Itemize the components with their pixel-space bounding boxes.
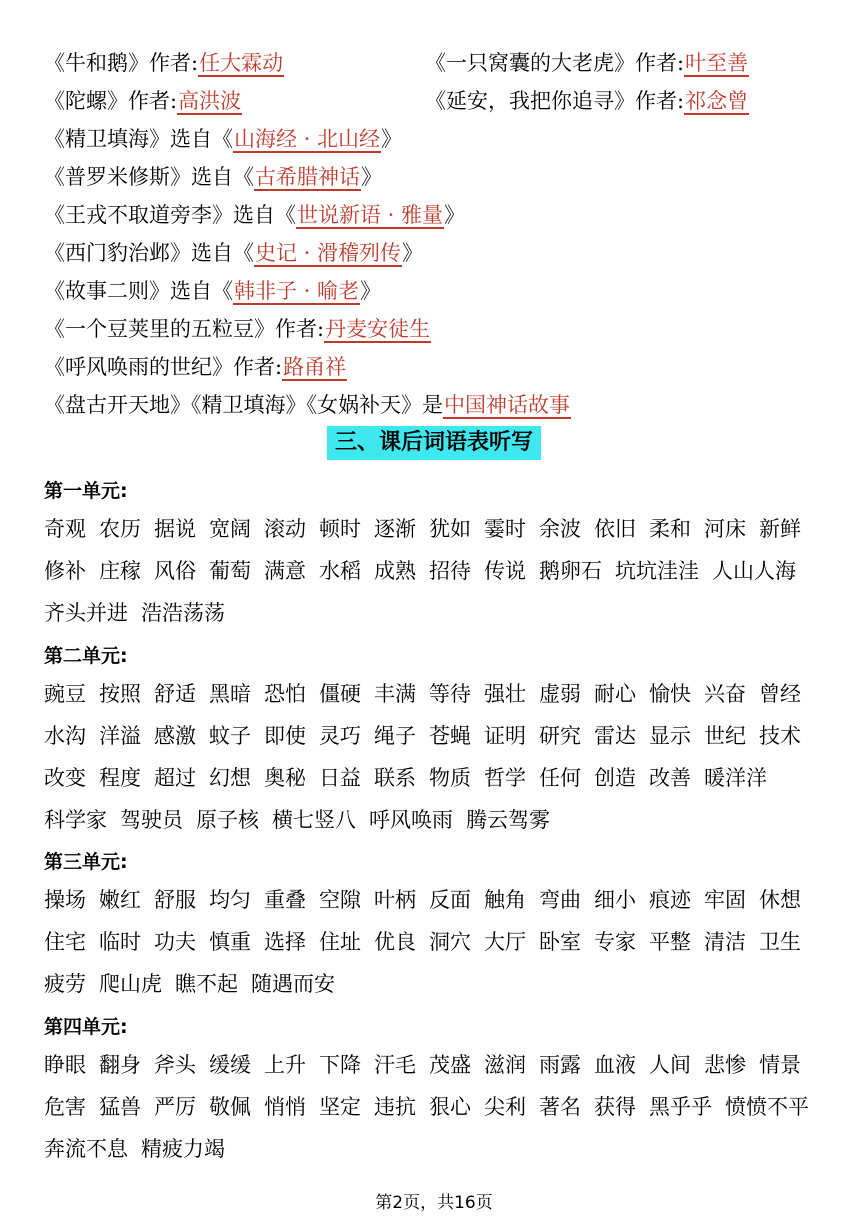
vocab-word: 猛兽 (99, 1095, 141, 1119)
vocab-word: 世纪 (704, 724, 746, 748)
vocab-word: 按照 (99, 682, 141, 706)
vocab-word: 研究 (539, 724, 581, 748)
word-list (44, 879, 834, 1005)
vocab-word: 改变 (44, 766, 86, 790)
page-number: 第2页，共16页 (375, 1193, 493, 1213)
vocab-word: 大厅 (484, 930, 526, 954)
vocab-word: 证明 (484, 724, 526, 748)
vocab-word: 传说 (484, 559, 526, 583)
vocab-word: 绳子 (374, 724, 416, 748)
vocab-word: 睁眼 (44, 1053, 86, 1077)
word-list (44, 1044, 834, 1170)
vocab-word: 豌豆 (44, 682, 86, 706)
vocab-word: 洋溢 (99, 724, 141, 748)
answer-text: 路甬祥 (283, 355, 347, 379)
vocab-word: 人山人海 (712, 559, 796, 583)
vocab-word: 情景 (759, 1053, 801, 1077)
vocab-word: 哲学 (484, 766, 526, 790)
vocab-word: 强壮 (484, 682, 526, 706)
vocab-word: 疲劳 (44, 972, 86, 996)
vocab-word: 牢固 (704, 888, 746, 912)
vocab-word: 黑暗 (209, 682, 251, 706)
vocab-word: 违抗 (374, 1095, 416, 1119)
answer-text: 史记 · 滑稽列传 (255, 241, 402, 265)
word-list (44, 673, 834, 841)
answer-text: 古希腊神话 (255, 165, 360, 189)
vocab-word: 修补 (44, 559, 86, 583)
vocab-word: 悲惨 (704, 1053, 746, 1077)
vocab-word: 僵硬 (319, 682, 361, 706)
vocab-word: 耐心 (594, 682, 636, 706)
vocab-word: 水稻 (319, 559, 361, 583)
vocab-word: 精疲力竭 (141, 1137, 225, 1161)
vocab-word: 犹如 (429, 517, 471, 541)
vocab-word: 宽阔 (209, 517, 251, 541)
vocab-word: 重叠 (264, 888, 306, 912)
vocab-word: 霎时 (484, 517, 526, 541)
vocab-word: 功夫 (154, 930, 196, 954)
answer-text: 山海经 · 北山经 (234, 127, 381, 151)
vocab-word: 葡萄 (209, 559, 251, 583)
vocab-word: 齐头并进 (44, 601, 128, 625)
vocab-word: 苍蝇 (429, 724, 471, 748)
unit-title: 第三单元: (44, 851, 128, 873)
vocab-word: 物质 (429, 766, 471, 790)
vocab-word: 操场 (44, 888, 86, 912)
vocab-word: 平整 (649, 930, 691, 954)
vocab-word: 呼风唤雨 (369, 808, 453, 832)
unit-title: 第一单元: (44, 480, 128, 502)
category-line: 《盘古开天地》《精卫填海》《女娲补天》是中国神话故事 (44, 393, 570, 417)
vocab-word: 科学家 (44, 808, 107, 832)
vocab-word: 痕迹 (649, 888, 691, 912)
vocab-word: 逐渐 (374, 517, 416, 541)
vocab-word: 空隙 (319, 888, 361, 912)
vocab-word: 等待 (429, 682, 471, 706)
vocab-word: 随遇而安 (251, 972, 335, 996)
vocab-word: 蚊子 (209, 724, 251, 748)
vocab-word: 河床 (704, 517, 746, 541)
vocab-word: 丰满 (374, 682, 416, 706)
vocab-word: 超过 (154, 766, 196, 790)
answer-text: 祁念曾 (685, 89, 749, 113)
unit-title: 第四单元: (44, 1016, 128, 1038)
author-line: 《陀螺》作者:高洪波 (44, 89, 242, 113)
vocab-word: 舒适 (154, 682, 196, 706)
vocab-word: 日益 (319, 766, 361, 790)
vocab-word: 狠心 (429, 1095, 471, 1119)
vocab-word: 浩浩荡荡 (141, 601, 225, 625)
vocab-word: 洞穴 (429, 930, 471, 954)
vocab-word: 新鲜 (759, 517, 801, 541)
vocab-word: 成熟 (374, 559, 416, 583)
vocab-word: 风俗 (154, 559, 196, 583)
vocab-word: 舒服 (154, 888, 196, 912)
source-line: 《王戎不取道旁李》选自《世说新语 · 雅量》 (44, 203, 466, 227)
answer-text: 世说新语 · 雅量 (297, 203, 444, 227)
vocab-word: 住址 (319, 930, 361, 954)
vocab-word: 滚动 (264, 517, 306, 541)
vocab-word: 均匀 (209, 888, 251, 912)
vocab-word: 技术 (759, 724, 801, 748)
answer-text: 中国神话故事 (444, 393, 570, 417)
vocab-word: 叶柄 (374, 888, 416, 912)
unit-title: 第二单元: (44, 645, 128, 667)
vocab-word: 缓缓 (209, 1053, 251, 1077)
vocab-word: 曾经 (759, 682, 801, 706)
answer-text: 丹麦安徒生 (325, 317, 431, 341)
vocab-word: 专家 (594, 930, 636, 954)
vocab-word: 敬佩 (209, 1095, 251, 1119)
vocab-word: 任何 (539, 766, 581, 790)
vocab-word: 庄稼 (99, 559, 141, 583)
vocab-word: 腾云驾雾 (466, 808, 550, 832)
vocab-word: 柔和 (649, 517, 691, 541)
vocab-word: 卫生 (759, 930, 801, 954)
vocab-word: 坑坑洼洼 (615, 559, 699, 583)
section-heading: 三、课后词语表听写 (327, 426, 541, 460)
vocab-word: 横七竖八 (272, 808, 356, 832)
vocab-word: 黑乎乎 (649, 1095, 712, 1119)
vocab-word: 住宅 (44, 930, 86, 954)
vocab-word: 水沟 (44, 724, 86, 748)
section-heading-wrap (0, 426, 868, 460)
vocab-word: 滋润 (484, 1053, 526, 1077)
vocab-word: 悄悄 (264, 1095, 306, 1119)
vocab-word: 临时 (99, 930, 141, 954)
vocab-word: 卧室 (539, 930, 581, 954)
vocab-word: 爬山虎 (99, 972, 162, 996)
vocab-word: 汗毛 (374, 1053, 416, 1077)
vocab-word: 鹅卵石 (539, 559, 602, 583)
vocab-word: 据说 (154, 517, 196, 541)
vocab-word: 著名 (539, 1095, 581, 1119)
vocab-word: 雨露 (539, 1053, 581, 1077)
answer-text: 韩非子 · 喻老 (234, 279, 360, 303)
vocab-word: 选择 (264, 930, 306, 954)
source-line: 《普罗米修斯》选自《古希腊神话》 (44, 165, 382, 189)
vocab-word: 愉快 (649, 682, 691, 706)
vocab-word: 茂盛 (429, 1053, 471, 1077)
vocab-word: 获得 (594, 1095, 636, 1119)
vocab-word: 慎重 (209, 930, 251, 954)
vocab-word: 即使 (264, 724, 306, 748)
vocab-word: 雷达 (594, 724, 636, 748)
author-line: 《呼风唤雨的世纪》作者:路甬祥 (44, 355, 347, 379)
vocab-word: 清洁 (704, 930, 746, 954)
vocab-word: 显示 (649, 724, 691, 748)
vocab-word: 上升 (264, 1053, 306, 1077)
vocab-word: 依旧 (594, 517, 636, 541)
vocab-word: 细小 (594, 888, 636, 912)
vocab-word: 休想 (759, 888, 801, 912)
vocab-word: 反面 (429, 888, 471, 912)
vocab-word: 嫩红 (99, 888, 141, 912)
vocab-word: 奔流不息 (44, 1137, 128, 1161)
vocab-word: 农历 (99, 517, 141, 541)
vocab-word: 招待 (429, 559, 471, 583)
vocab-word: 暖洋洋 (704, 766, 767, 790)
vocab-word: 满意 (264, 559, 306, 583)
vocab-word: 原子核 (196, 808, 259, 832)
author-line: 《一只窝囊的大老虎》作者:叶至善 (425, 51, 749, 75)
answer-text: 叶至善 (685, 51, 749, 75)
source-line: 《西门豹治邺》选自《史记 · 滑稽列传》 (44, 241, 424, 265)
source-line: 《故事二则》选自《韩非子 · 喻老》 (44, 279, 382, 303)
vocab-word: 弯曲 (539, 888, 581, 912)
vocab-word: 愤愤不平 (725, 1095, 809, 1119)
vocab-word: 人间 (649, 1053, 691, 1077)
vocab-word: 奇观 (44, 517, 86, 541)
vocab-word: 优良 (374, 930, 416, 954)
author-line: 《延安，我把你追寻》作者:祁念曾 (425, 89, 749, 113)
vocab-word: 驾驶员 (120, 808, 183, 832)
vocab-word: 兴奋 (704, 682, 746, 706)
answer-text: 高洪波 (178, 89, 242, 113)
vocab-word: 下降 (319, 1053, 361, 1077)
vocab-word: 改善 (649, 766, 691, 790)
vocab-word: 顿时 (319, 517, 361, 541)
vocab-word: 恐怕 (264, 682, 306, 706)
word-list (44, 508, 834, 634)
vocab-word: 触角 (484, 888, 526, 912)
vocab-word: 感激 (154, 724, 196, 748)
source-line: 《精卫填海》选自《山海经 · 北山经》 (44, 127, 403, 151)
vocab-word: 尖利 (484, 1095, 526, 1119)
vocab-word: 奥秘 (264, 766, 306, 790)
vocab-word: 瞧不起 (175, 972, 238, 996)
vocab-word: 血液 (594, 1053, 636, 1077)
vocab-word: 余波 (539, 517, 581, 541)
vocab-word: 严厉 (154, 1095, 196, 1119)
vocab-word: 幻想 (209, 766, 251, 790)
vocab-word: 灵巧 (319, 724, 361, 748)
vocab-word: 创造 (594, 766, 636, 790)
vocab-word: 危害 (44, 1095, 86, 1119)
author-line: 《一个豆荚里的五粒豆》作者:丹麦安徒生 (44, 317, 431, 341)
vocab-word: 程度 (99, 766, 141, 790)
vocab-word: 斧头 (154, 1053, 196, 1077)
author-line: 《牛和鹅》作者:任大霖动 (44, 51, 284, 75)
vocab-word: 虚弱 (539, 682, 581, 706)
vocab-word: 坚定 (319, 1095, 361, 1119)
answer-text: 任大霖动 (199, 51, 284, 75)
vocab-word: 翻身 (99, 1053, 141, 1077)
vocab-word: 联系 (374, 766, 416, 790)
